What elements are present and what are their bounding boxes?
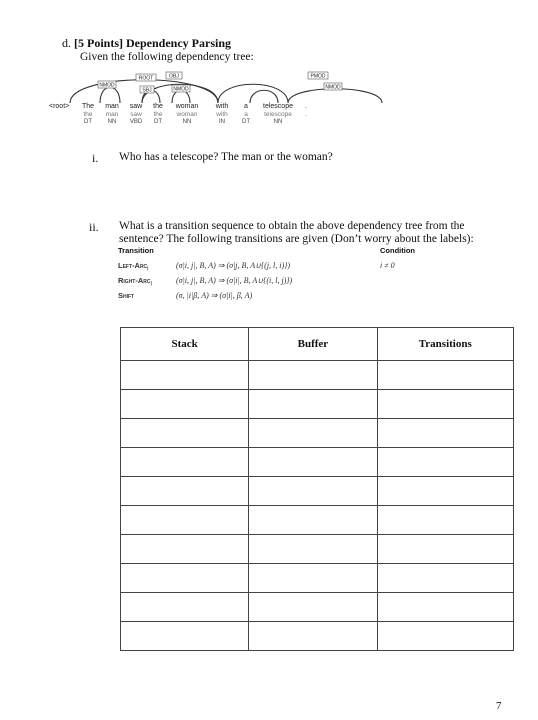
- tree-word: telescope: [263, 103, 293, 110]
- stack-cell[interactable]: [121, 390, 249, 419]
- stack-cell[interactable]: [121, 622, 249, 651]
- column-header-transitions: Transitions: [377, 328, 513, 361]
- answer-table-row: [121, 506, 514, 535]
- tree-lemma: with: [216, 111, 228, 118]
- transition-name: Left-Arc: [118, 261, 148, 270]
- transition-header: Transition: [118, 246, 154, 255]
- transition-name: Shift: [118, 291, 135, 300]
- tree-tag: DT: [84, 119, 92, 125]
- buffer-cell[interactable]: [249, 361, 377, 390]
- transition-formula: (σ|i, j|, B, A) ⇒ (σ|j, B, A∪{(j, l, i)}): [176, 261, 291, 270]
- question-i-text: Who has a telescope? The man or the woman?: [119, 151, 333, 163]
- tree-word: The: [81, 103, 95, 110]
- answer-table-header-row: [121, 328, 514, 361]
- transitions-cell[interactable]: [377, 564, 513, 593]
- tree-lemma: saw: [130, 111, 142, 118]
- stack-cell[interactable]: [121, 477, 249, 506]
- condition-header: Condition: [380, 246, 415, 255]
- buffer-cell[interactable]: [249, 506, 377, 535]
- tree-tag: NN: [273, 119, 283, 125]
- answer-table-row: [121, 593, 514, 622]
- tree-lemma: woman: [176, 111, 198, 118]
- tree-word: woman: [175, 103, 199, 110]
- buffer-cell[interactable]: [249, 477, 377, 506]
- stack-cell[interactable]: [121, 535, 249, 564]
- transition-formula: (σ|i, j|, B, A) ⇒ (σ|i|, B, A∪{(i, l, j)}): [176, 276, 293, 285]
- arc-label-obj: OBJ: [169, 73, 179, 80]
- answer-table-row: [121, 564, 514, 593]
- arc-label-pmod: PMOD: [310, 73, 326, 80]
- answer-table-row: [121, 622, 514, 651]
- transitions-cell[interactable]: [377, 448, 513, 477]
- root-token: <root>: [49, 103, 70, 110]
- tree-word: a: [244, 103, 248, 110]
- arc-label-nmod-1: NMOD: [99, 82, 115, 89]
- tree-tag: IN: [219, 119, 225, 125]
- buffer-cell[interactable]: [249, 419, 377, 448]
- arc-label-nmod-3: NMOD: [325, 84, 341, 91]
- question-ii-number: ii.: [89, 220, 99, 234]
- column-header-stack: Stack: [121, 328, 249, 361]
- transitions-cell[interactable]: [377, 477, 513, 506]
- tree-word: the: [153, 103, 163, 110]
- answer-table: [120, 327, 514, 651]
- tree-word: saw: [129, 103, 143, 110]
- transitions-cell[interactable]: [377, 419, 513, 448]
- transitions-cell[interactable]: [377, 506, 513, 535]
- question-i-number: i.: [92, 151, 99, 165]
- transition-formula: (σ, |i|β, A) ⇒ (σ|i|, β, A): [176, 291, 253, 300]
- stack-cell[interactable]: [121, 506, 249, 535]
- transitions-cell[interactable]: [377, 535, 513, 564]
- question-ii-line2: sentence? The following transitions are given (Don’t worry about the labels):: [119, 233, 474, 245]
- stack-cell[interactable]: [121, 593, 249, 622]
- tree-lemma: .: [305, 111, 307, 118]
- tree-tag: NN: [107, 119, 117, 125]
- transition-row: [118, 261, 149, 273]
- transition-row: [118, 291, 134, 300]
- column-header-buffer: Buffer: [249, 328, 377, 361]
- buffer-cell[interactable]: [249, 622, 377, 651]
- answer-table-row: [121, 535, 514, 564]
- page-number: 7: [496, 700, 502, 712]
- dependency-tree-figure: [40, 66, 420, 136]
- transition-condition: i ≠ 0: [380, 261, 395, 270]
- answer-table-row: [121, 390, 514, 419]
- buffer-cell[interactable]: [249, 593, 377, 622]
- buffer-cell[interactable]: [249, 448, 377, 477]
- tree-word: .: [305, 103, 307, 110]
- buffer-cell[interactable]: [249, 390, 377, 419]
- answer-table-row: [121, 419, 514, 448]
- tree-lemma: a: [244, 111, 248, 118]
- transitions-cell[interactable]: [377, 390, 513, 419]
- section-intro: Given the following dependency tree:: [80, 51, 254, 63]
- stack-cell[interactable]: [121, 361, 249, 390]
- tree-tag: DT: [154, 119, 162, 125]
- transitions-cell[interactable]: [377, 593, 513, 622]
- question-ii-line1: What is a transition sequence to obtain the above dependency tree from the: [119, 220, 465, 232]
- arc-label-root: ROOT: [138, 75, 154, 82]
- buffer-cell[interactable]: [249, 535, 377, 564]
- stack-cell[interactable]: [121, 419, 249, 448]
- stack-cell[interactable]: [121, 564, 249, 593]
- tree-word: man: [105, 103, 119, 110]
- answer-table-row: [121, 477, 514, 506]
- transition-sub: l: [147, 265, 149, 273]
- section-title: [5 Points] Dependency Parsing: [74, 36, 231, 50]
- transition-row: [118, 276, 152, 288]
- section-letter: d.: [62, 36, 71, 50]
- arc-label-sbj: SBJ: [142, 87, 152, 94]
- answer-table-body: [121, 361, 514, 651]
- tree-tag: NN: [182, 119, 192, 125]
- transition-sub: l: [150, 280, 152, 288]
- tree-lemma: the: [83, 111, 93, 118]
- tree-lemma: telescope: [264, 111, 292, 118]
- tree-word: with: [215, 103, 229, 110]
- transitions-cell[interactable]: [377, 622, 513, 651]
- tree-tag: DT: [242, 119, 250, 125]
- stack-cell[interactable]: [121, 448, 249, 477]
- answer-table-row: [121, 361, 514, 390]
- transition-name: Right-Arc: [118, 276, 151, 285]
- tree-lemma: man: [105, 111, 119, 118]
- section-heading: [62, 36, 231, 51]
- arc-label-nmod-2: NMOD: [173, 86, 189, 93]
- transitions-cell[interactable]: [377, 361, 513, 390]
- answer-table-row: [121, 448, 514, 477]
- buffer-cell[interactable]: [249, 564, 377, 593]
- tree-lemma: the: [153, 111, 163, 118]
- tree-tag: VBD: [129, 119, 143, 125]
